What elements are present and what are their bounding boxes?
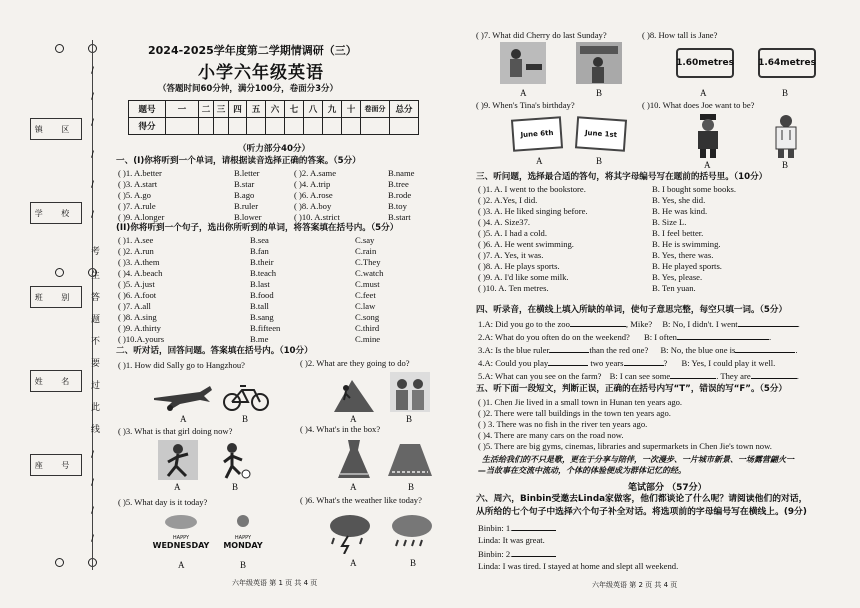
score-header-cell: 十 [342, 101, 361, 118]
warning-char: 生 [91, 271, 101, 281]
score-header-cell: 卷面分 [361, 101, 390, 118]
q-option: B.name [388, 168, 415, 178]
warning-char: 要 [91, 359, 101, 369]
q-option: C.law [355, 301, 376, 311]
fill-text: . [768, 332, 772, 342]
dialog-line-3 [478, 548, 556, 559]
exam-title-line2: 小学六年级英语 [198, 63, 324, 83]
q-option: B.star [234, 179, 255, 189]
q-item[interactable]: ( )2. A.run [118, 246, 154, 256]
day-a-label: WEDNESDAY [152, 541, 210, 550]
q-item[interactable]: ( )7. A.all [118, 301, 151, 311]
q-picture-2[interactable]: ( )2. What are they going to do? [300, 358, 410, 368]
warning-char: 答 [91, 293, 101, 303]
q-picture-7[interactable]: ( )7. What did Cherry do last Sunday? [476, 30, 607, 40]
score-header-cell: 四 [229, 101, 247, 118]
tf-item[interactable]: ( )2. There were tall buildings in the town ten years ago. [478, 408, 671, 418]
q-picture-10[interactable]: ( )10. What does Joe want to be? [642, 100, 755, 110]
option-a-label: A [520, 88, 527, 98]
q-option: B. He is swimming. [652, 239, 721, 249]
q-option: B. Ten yuan. [652, 283, 696, 293]
section4-title: 四、听录音，在横线上填入所缺的单词，使句子意思完整，每空只填一词。（5分） [476, 305, 788, 315]
section3-title: 三、听问题，选择最合适的答句，将其字母编号写在题前的括号里。（10分） [476, 172, 768, 182]
q-item[interactable]: ( )6. A.foot [118, 290, 157, 300]
fill-line-1 [478, 318, 800, 329]
option-b-label: B [406, 414, 413, 424]
option-b-label: B [596, 88, 603, 98]
option-b-label: B [240, 560, 247, 570]
punch-hole [55, 44, 64, 53]
slash-mark: / [91, 534, 95, 544]
option-a-label: A [350, 414, 357, 424]
warning-char: 过 [91, 381, 101, 391]
blank-field[interactable] [549, 344, 589, 353]
score-row-label: 得分 [129, 118, 166, 135]
slash-mark: / [91, 506, 95, 516]
tf-item[interactable]: ( )4. There are many cars on the road now. [478, 430, 624, 440]
blank-field[interactable] [677, 331, 772, 342]
option-a-label: A [536, 156, 543, 166]
sun-icon [223, 512, 263, 530]
dialog-text: Binbin: 2. [478, 549, 513, 559]
exam-title-line1: 2024-2025学年度第二学期情调研（三） [148, 44, 357, 57]
dialog-text: Binbin: 1. [478, 523, 513, 533]
q-item[interactable]: ( )3. A.start [118, 179, 158, 189]
fill-text: 5.A: What can you see on the farm? [478, 371, 602, 381]
q-item[interactable]: ( )8. A.sing [118, 312, 157, 322]
q-picture-4[interactable]: ( )4. What's in the box? [300, 424, 381, 434]
q-option: C.mine [355, 334, 381, 344]
tf-item[interactable]: ( ) 3. There was no fish in the river ten years ago. [478, 419, 648, 429]
slash-mark: / [91, 92, 95, 102]
q-item[interactable]: ( )9. A. I'd like some milk. [478, 272, 569, 282]
section2-title: 二、听对话，回答问题。答案填在括号内。（10分） [116, 346, 313, 356]
section6-title-2: 从所给的七个句子中选择六个句子补全对话。将选项前的字母编号写在横线上。(9分) [476, 507, 807, 517]
score-header-cell: 八 [304, 101, 323, 118]
warning-char: 不 [91, 337, 101, 347]
q-option: B.rode [388, 190, 412, 200]
fill-text: 2.A: What do you often do on the weekend? [478, 332, 630, 342]
option-b-label: B [782, 160, 789, 170]
q-item[interactable]: ( )7. A. Yes, it was. [478, 250, 544, 260]
blank-field[interactable] [670, 370, 716, 379]
q-option: B. I bought some books. [652, 184, 737, 194]
q-item[interactable]: ( )5. A.just [118, 279, 155, 289]
score-cell[interactable] [285, 118, 304, 135]
q-item[interactable]: ( )7. A.rule [118, 201, 156, 211]
day-b-label: MONDAY [223, 541, 263, 550]
q-item[interactable]: ( )3. A.them [118, 257, 160, 267]
q-option: B.sea [250, 235, 269, 245]
skirt-icon [388, 442, 432, 480]
tf-item[interactable]: ( )5. There are big gyms, cinemas, libraries and supermarkets in Chen Jie's town now. [478, 441, 772, 451]
field-name[interactable]: 姓 名 [30, 370, 82, 392]
q-item[interactable]: ( )4. A.beach [118, 268, 163, 278]
option-a-label: A [174, 482, 181, 492]
score-header-cell: 七 [285, 101, 304, 118]
q-option: B.letter [234, 168, 260, 178]
warning-char: 题 [91, 315, 101, 325]
q-option: C.watch [355, 268, 384, 278]
punch-hole [55, 268, 64, 277]
q-picture-3[interactable]: ( )3. What is that girl doing now? [118, 426, 233, 436]
option-b-label: B [242, 414, 249, 424]
fill-text: 3.A: Is the blue ruler [478, 345, 550, 355]
option-b-label: B [782, 88, 789, 98]
section1-title: 一、(I)你将听到一个单词，请根据读音选择正确的答案。（5分） [116, 156, 361, 166]
quote-line-1: 生活给我们的不只是歌，更在于分享与陪伴，一次漫步、一片城市新景、一场露营翩火一 [482, 455, 794, 464]
q-option: C.feet [355, 290, 376, 300]
fill-text: 4.A: Could you play [478, 358, 549, 368]
q-item[interactable]: ( )9. A.longer [118, 212, 165, 222]
blank-field[interactable] [738, 318, 798, 327]
q-option: B. Size L. [652, 217, 687, 227]
q-option: B.start [388, 212, 411, 222]
score-cell[interactable] [361, 118, 390, 135]
fill-text: 1.A: Did you go to the zoo [478, 319, 570, 329]
girl-football-icon [214, 440, 254, 480]
score-header-cell: 六 [266, 101, 285, 118]
q-picture-6[interactable]: ( )6. What's the weather like today? [300, 495, 422, 505]
q-item[interactable]: ( )5. A.go [118, 190, 151, 200]
section5-title: 五、听下面一段短文，判断正误，正确的在括号内写“T”，错误的写“F”。（5分） [476, 384, 788, 394]
q-option: B. He was kind. [652, 206, 708, 216]
q-option: C.third [355, 323, 380, 333]
field-school[interactable]: 学 校 [30, 202, 82, 224]
score-header-cell: 九 [323, 101, 342, 118]
score-header-cell: 三 [214, 101, 229, 118]
police-officer-icon [690, 112, 726, 158]
q-option: B.their [250, 257, 274, 267]
section6-title-1: 六、周六，Binbin受邀去Linda家做客，他们都谈论了什么呢？请阅读他们的对话， [476, 494, 808, 504]
slash-mark: / [91, 150, 95, 160]
fill-text: , Mike? [625, 319, 653, 329]
fill-line-2 [478, 331, 771, 342]
dialog-line-1 [478, 522, 556, 533]
fill-line-3 [478, 344, 798, 355]
field-class[interactable]: 班 别 [30, 286, 82, 308]
slash-mark: / [91, 478, 95, 488]
footer-left: 六年级英语 第 1 页 共 4 页 [232, 579, 318, 587]
option-a-label: A [178, 560, 185, 570]
q-option: B.last [250, 279, 270, 289]
option-a-label: A [700, 88, 707, 98]
fill-text: than the red one? [589, 345, 649, 355]
q-item[interactable]: ( )4. A. Size37. [478, 217, 531, 227]
blank-field[interactable] [512, 522, 556, 531]
dialog-line-2: Linda: It was great. [478, 535, 545, 545]
section1-title2: (II)你将听到一个句子，选出你所听到的单词，将答案填在括号内。（5分） [116, 223, 399, 233]
score-table [128, 100, 419, 135]
score-header-cell: 一 [166, 101, 199, 118]
exam-subtitle: （答题时间60分钟，满分100分，卷面分3分） [158, 84, 338, 94]
q-option: B.ago [234, 190, 255, 200]
option-b-label: B [410, 558, 417, 568]
plane-icon [150, 378, 214, 412]
option-a-label: A [180, 414, 187, 424]
q-option: C.song [355, 312, 380, 322]
option-b-label: B [408, 482, 415, 492]
fill-text: B: No, the blue one is [660, 345, 736, 355]
punch-hole [55, 558, 64, 567]
fill-text: . [795, 345, 798, 355]
score-cell[interactable] [323, 118, 342, 135]
q-item[interactable]: ( )4. A.trip [294, 179, 331, 189]
score-header-cell: 题号 [129, 101, 166, 118]
thunderstorm-icon [326, 512, 374, 554]
warning-char: 此 [91, 403, 101, 413]
q-option: C.say [355, 235, 375, 245]
score-header-cell: 二 [199, 101, 214, 118]
blank-field[interactable] [570, 318, 626, 327]
fill-text: . They are [716, 371, 751, 381]
score-cell[interactable] [342, 118, 361, 135]
date-b-card: June 1st [575, 116, 627, 151]
fill-text: B: I can see some [609, 371, 671, 381]
q-option: B. Yes, there was. [652, 250, 714, 260]
fill-text: . [797, 319, 800, 329]
q-item[interactable]: ( )2. A.Yes, I did. [478, 195, 538, 205]
monday-card [218, 512, 268, 558]
warning-char: 考 [91, 247, 101, 257]
score-cell[interactable] [266, 118, 285, 135]
q-item[interactable]: ( )5. A. I had a cold. [478, 228, 547, 238]
slash-mark: / [91, 118, 95, 128]
footer-right: 六年级英语 第 2 页 共 4 页 [592, 581, 678, 589]
option-a-label: A [350, 482, 357, 492]
q-option: B. I feel better. [652, 228, 704, 238]
cloud-icon [161, 512, 201, 530]
q-option: B.fan [250, 246, 269, 256]
q-option: B. Yes, she did. [652, 195, 706, 205]
option-a-label: A [350, 558, 357, 568]
q-item[interactable]: ( )8. A.boy [294, 201, 332, 211]
mountain-climbing-icon [334, 372, 374, 412]
shopping-icon [576, 42, 622, 84]
people-chatting-icon [390, 372, 430, 412]
q-item[interactable]: ( )1. A. I went to the bookstore. [478, 184, 586, 194]
field-town[interactable]: 镇 区 [30, 118, 82, 140]
blank-field[interactable] [624, 357, 664, 366]
score-cell[interactable] [214, 118, 229, 135]
fill-text: B: Yes, I could play it well. [681, 358, 776, 368]
slash-mark: / [91, 180, 95, 190]
doctor-icon [768, 112, 804, 158]
height-b-card: 1.64metres [758, 48, 816, 78]
q-option: B. He played sports. [652, 261, 722, 271]
dialog-line-4: Linda: I was tired. I stayed at home and slept all weekend. [478, 561, 679, 571]
q-option: C.They [355, 257, 381, 267]
score-table-score-row[interactable] [129, 118, 419, 135]
q-picture-1[interactable]: ( )1. How did Sally go to Hangzhou? [118, 360, 245, 370]
listening-heading: （听力部分40分） [238, 144, 311, 154]
score-cell[interactable] [390, 118, 419, 135]
bicycle-icon [222, 380, 270, 412]
wednesday-card [152, 512, 210, 558]
warning-char: 线 [91, 425, 101, 435]
option-b-label: B [232, 482, 239, 492]
slash-mark: / [91, 210, 95, 220]
written-heading: 笔试部分 （57分） [628, 483, 707, 493]
q-option: B.lower [234, 212, 262, 222]
q-option: B.food [250, 290, 274, 300]
q-item[interactable]: ( )8. A. He plays sports. [478, 261, 560, 271]
quote-line-2: —当故事在交流中流动，个体的体验便成为群体记忆的经。 [478, 466, 686, 475]
q-item[interactable]: ( )6. A.rose [294, 190, 333, 200]
happy-label: HAPPY [234, 535, 252, 541]
blank-field[interactable] [512, 548, 556, 557]
q-option: C.rain [355, 246, 377, 256]
q-option: B.me [250, 334, 269, 344]
q-item[interactable]: ( )2. A.same [294, 168, 337, 178]
q-item[interactable]: ( )10. A. Ten metres. [478, 283, 549, 293]
option-b-label: B [596, 156, 603, 166]
q-item[interactable]: ( )1. A.see [118, 235, 154, 245]
score-cell[interactable] [247, 118, 266, 135]
q-option: B.fifteen [250, 323, 281, 333]
q-option: B.ruler [234, 201, 259, 211]
q-option: B.teach [250, 268, 277, 278]
blank-field[interactable] [751, 370, 797, 379]
cooking-icon [500, 42, 546, 84]
fill-line-4 [478, 357, 775, 368]
score-header-cell: 总分 [390, 101, 419, 118]
score-cell[interactable] [166, 118, 199, 135]
fill-text: B: I often [644, 332, 677, 342]
happy-label: HAPPY [172, 535, 190, 541]
tf-item[interactable]: ( )1. Chen Jie lived in a small town in Hunan ten years ago. [478, 397, 683, 407]
score-cell[interactable] [199, 118, 214, 135]
q-option: B.toy [388, 201, 407, 211]
fill-text: ? [663, 358, 668, 368]
q-option: B.sang [250, 312, 274, 322]
option-a-label: A [704, 160, 711, 170]
fill-line-5 [478, 370, 799, 381]
fill-text: B: No, I didn't. I went [662, 319, 738, 329]
dress-icon [334, 438, 374, 480]
field-seat[interactable]: 座 号 [30, 454, 82, 476]
slash-mark: / [91, 66, 95, 76]
score-table-header-row [129, 101, 419, 118]
q-item[interactable]: ( )3. A. He liked singing before. [478, 206, 588, 216]
fill-text: . [796, 371, 799, 381]
q-item[interactable]: ( )10.A.yours [118, 334, 165, 344]
date-a-card: June 6th [511, 116, 563, 151]
fill-text: two years [590, 358, 624, 368]
score-cell[interactable] [229, 118, 247, 135]
slash-mark: / [91, 450, 95, 460]
q-item[interactable]: ( )10. A.strict [294, 212, 340, 222]
q-option: B.tall [250, 301, 269, 311]
height-a-card: 1.60metres [676, 48, 734, 78]
q-item[interactable]: ( )6. A. He went swimming. [478, 239, 574, 249]
score-header-cell: 五 [247, 101, 266, 118]
q-item[interactable]: ( )9. A.thirty [118, 323, 161, 333]
q-item[interactable]: ( )1. A.better [118, 168, 162, 178]
blank-field[interactable] [735, 344, 798, 355]
q-picture-5[interactable]: ( )5. What day is it today? [118, 497, 208, 507]
blank-field[interactable] [548, 357, 588, 366]
q-option: B.tree [388, 179, 409, 189]
girl-running-icon [158, 440, 198, 480]
score-cell[interactable] [304, 118, 323, 135]
q-option: B. Yes, please. [652, 272, 703, 282]
q-picture-9[interactable]: ( )9. When's Tina's birthday? [476, 100, 575, 110]
q-picture-8[interactable]: ( )8. How tall is Jane? [642, 30, 718, 40]
q-option: C.must [355, 279, 380, 289]
rainy-icon [388, 512, 436, 554]
